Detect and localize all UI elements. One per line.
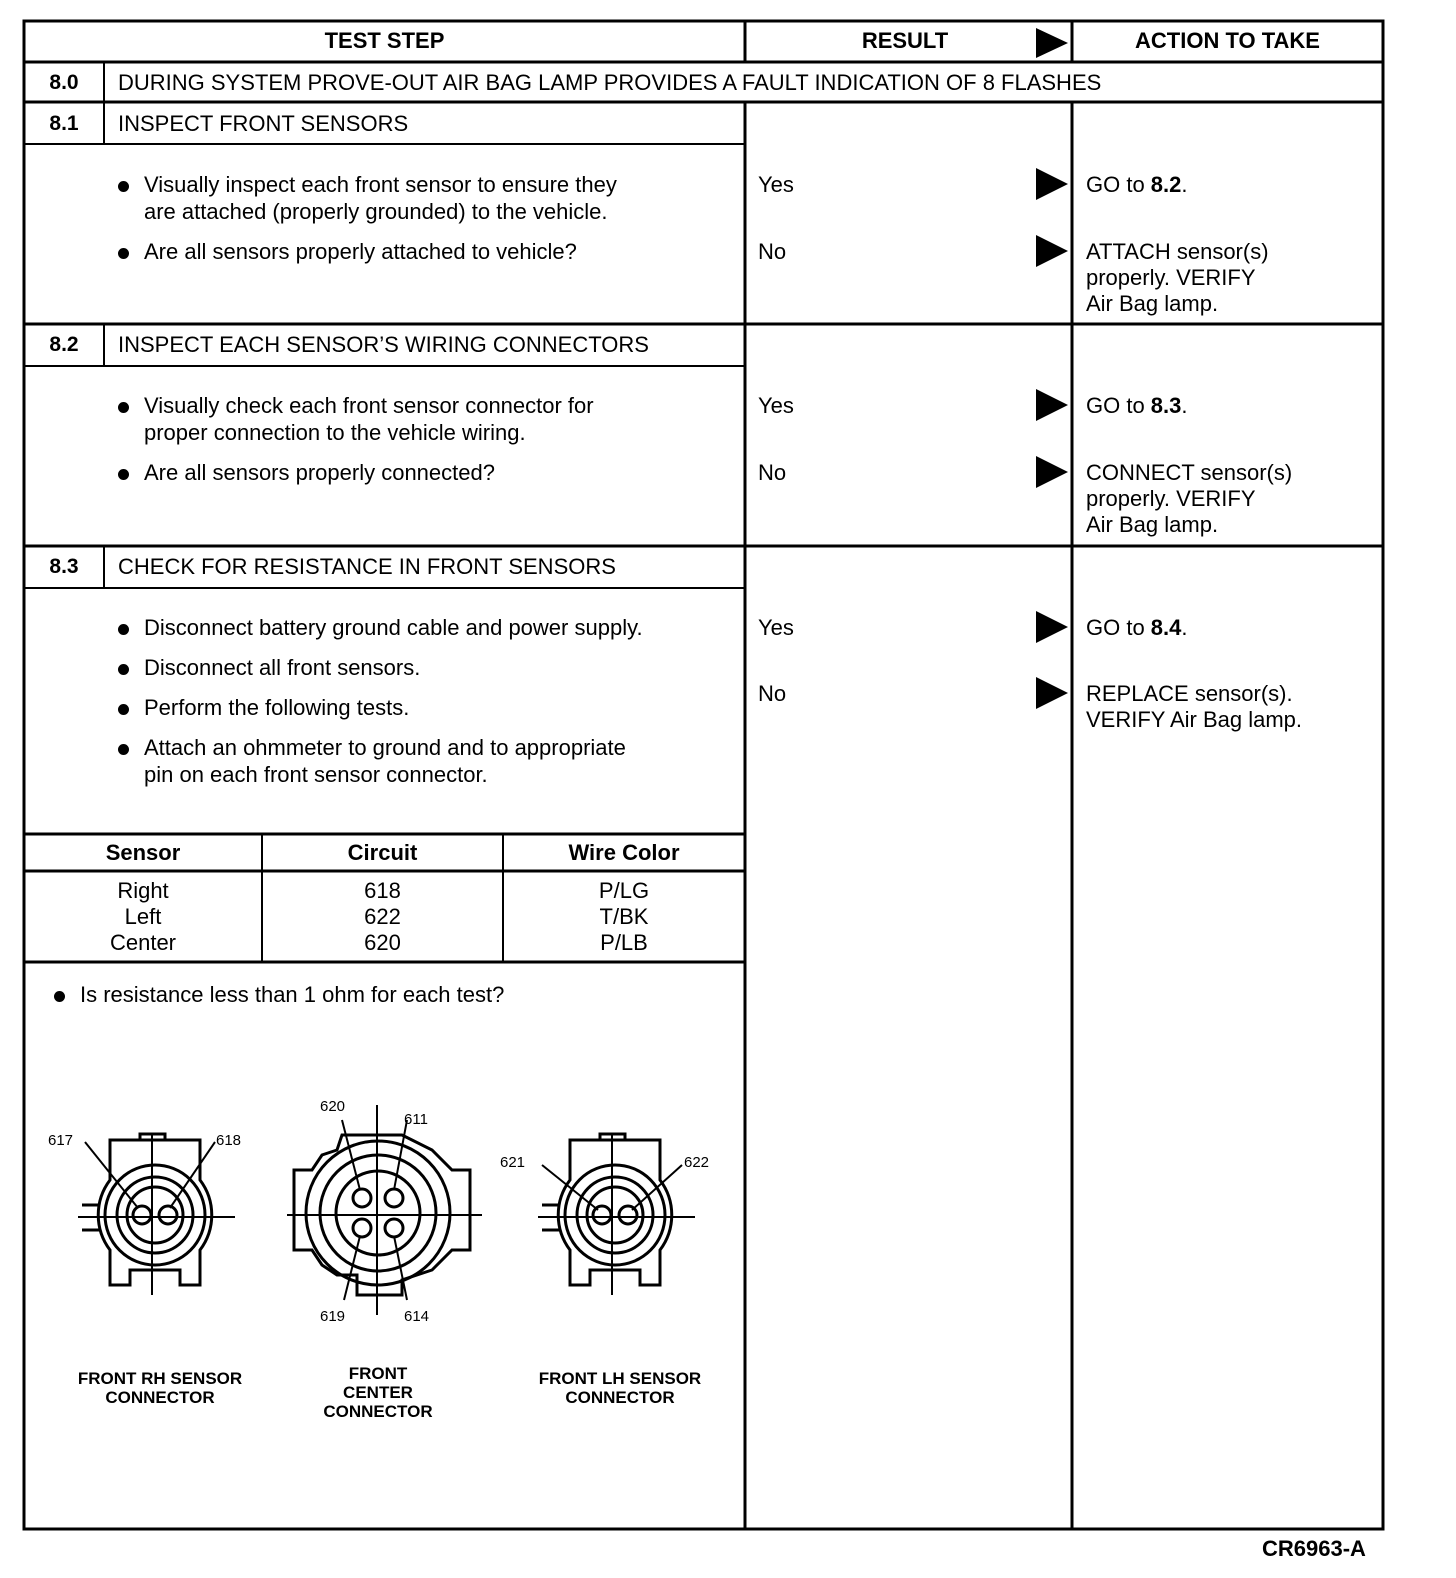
pin-label: 619 xyxy=(320,1308,346,1325)
step-8-3-number: 8.3 xyxy=(49,555,79,578)
arrow-right-icon xyxy=(1036,168,1068,200)
pin-label: 622 xyxy=(684,1154,710,1171)
arrow-right-icon xyxy=(1036,28,1068,58)
table-cell: Left xyxy=(124,904,162,929)
front-lh-connector-diagram xyxy=(520,1120,710,1300)
bullet-icon xyxy=(118,664,129,675)
step-8-2-title: INSPECT EACH SENSOR’S WIRING CONNECTORS xyxy=(118,332,649,357)
bullet-icon xyxy=(118,469,129,480)
step-8-1-title: INSPECT FRONT SENSORS xyxy=(118,111,409,136)
step-8-3-yes-action: GO to 8.4. xyxy=(1086,615,1188,640)
step-8-1-number: 8.1 xyxy=(49,112,79,135)
pin-label: 611 xyxy=(404,1111,428,1128)
step-8-2-number: 8.2 xyxy=(49,333,79,356)
step-8-1-yes: Yes xyxy=(758,172,794,197)
arrow-right-icon xyxy=(1036,389,1068,421)
step-8-3-bullet-3: Perform the following tests. xyxy=(118,695,738,725)
rh-connector-caption: FRONT RH SENSOR CONNECTOR xyxy=(77,1369,243,1407)
step-8-3-no-action: REPLACE sensor(s). VERIFY Air Bag lamp. xyxy=(1086,681,1303,732)
step-8-1-bullet-2: Are all sensors properly attached to vehicle? xyxy=(118,239,738,269)
step-8-3-question: Is resistance less than 1 ohm for each test? xyxy=(54,982,734,1012)
step-8-1-yes-action: GO to 8.2. xyxy=(1086,172,1188,197)
header-result: RESULT xyxy=(861,28,949,53)
table-cell: T/BK xyxy=(599,904,649,929)
step-8-2-yes: Yes xyxy=(758,393,794,418)
step-8-1-no: No xyxy=(758,239,787,264)
pin-label: 614 xyxy=(404,1308,430,1325)
bullet-icon xyxy=(118,744,129,755)
arrow-right-icon xyxy=(1036,677,1068,709)
table-header-circuit: Circuit xyxy=(347,840,418,865)
step-8-2-no: No xyxy=(758,460,787,485)
pin-label: 617 xyxy=(48,1132,74,1149)
table-cell: 622 xyxy=(364,904,401,929)
table-cell: P/LG xyxy=(598,878,650,903)
bullet-icon xyxy=(118,181,129,192)
step-8-1-no-action: ATTACH sensor(s) properly. VERIFY Air Bag lamp. xyxy=(1086,239,1269,316)
bullet-icon xyxy=(118,402,129,413)
bullet-icon xyxy=(118,704,129,715)
pin-label: 621 xyxy=(500,1154,526,1171)
table-cell: Right xyxy=(117,878,169,903)
lh-connector-caption: FRONT LH SENSOR CONNECTOR xyxy=(538,1369,702,1407)
step-8-0-title: DURING SYSTEM PROVE-OUT AIR BAG LAMP PROVIDES A FAULT INDICATION OF 8 FLASHES xyxy=(118,70,1102,95)
table-cell: 618 xyxy=(364,878,401,903)
front-center-connector-diagram xyxy=(282,1100,482,1315)
pin-label: 618 xyxy=(216,1132,242,1149)
step-8-3-bullet-1: Disconnect battery ground cable and power supply. xyxy=(118,615,738,645)
table-row xyxy=(262,878,503,956)
pin-label: 620 xyxy=(320,1098,346,1115)
step-8-3-title: CHECK FOR RESISTANCE IN FRONT SENSORS xyxy=(118,554,616,579)
header-action: ACTION TO TAKE xyxy=(1135,28,1320,53)
step-8-1-bullet-1: Visually inspect each front sensor to ensure they are attached (properly grounded) to the vehicle. xyxy=(118,172,738,232)
bullet-icon xyxy=(118,624,129,635)
step-8-2-bullet-1: Visually check each front sensor connector for proper connection to the vehicle wiring. xyxy=(118,393,738,453)
bullet-icon xyxy=(54,991,65,1002)
table-row xyxy=(24,878,262,956)
bullet-icon xyxy=(118,248,129,259)
arrow-right-icon xyxy=(1036,611,1068,643)
arrow-right-icon xyxy=(1036,235,1068,267)
table-cell: 620 xyxy=(364,930,401,955)
step-8-3-bullet-4: Attach an ohmmeter to ground and to appropriate pin on each front sensor connector. xyxy=(118,735,738,795)
table-row xyxy=(503,878,745,956)
step-8-2-no-action: CONNECT sensor(s) properly. VERIFY Air Bag lamp. xyxy=(1086,460,1293,537)
step-8-2-bullet-2: Are all sensors properly connected? xyxy=(118,460,738,490)
figure-id: CR6963-A xyxy=(1262,1536,1366,1561)
step-8-0-number: 8.0 xyxy=(49,71,79,94)
table-header-wire-color: Wire Color xyxy=(568,840,680,865)
step-8-3-yes: Yes xyxy=(758,615,794,640)
step-8-3-bullet-2: Disconnect all front sensors. xyxy=(118,655,738,685)
arrow-right-icon xyxy=(1036,456,1068,488)
table-cell: Center xyxy=(109,930,177,955)
step-8-2-yes-action: GO to 8.3. xyxy=(1086,393,1188,418)
table-header-sensor: Sensor xyxy=(105,840,181,865)
table-cell: P/LB xyxy=(600,930,648,955)
center-connector-caption: FRONT CENTER CONNECTOR xyxy=(323,1364,433,1421)
step-8-3-no: No xyxy=(758,681,787,706)
header-test-step: TEST STEP xyxy=(324,28,445,53)
